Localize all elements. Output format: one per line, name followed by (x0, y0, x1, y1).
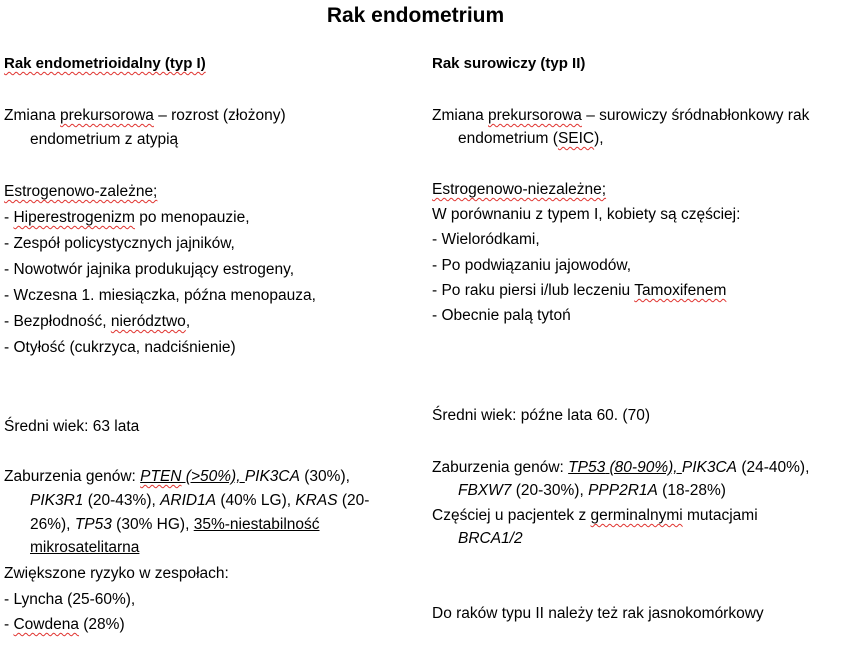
type-1-risk-item: - Zespół policystycznych jajników, (4, 235, 235, 252)
type-2-precursor-line1: Zmiana prekursorowa – surowiczy śródnabłonkowy rak (432, 107, 810, 124)
type-1-genes-line2: PIK3R1 (20-43%), ARID1A (40% LG), KRAS (20- (30, 492, 370, 509)
type-1-syndrome-item: - Cowdena (28%) (4, 616, 125, 633)
type-1-syndrome-item: - Lyncha (25-60%), (4, 591, 136, 608)
type-1-risk-item: - Bezpłodność, nierództwo, (4, 313, 191, 330)
type-2-item: - Po raku piersi i/lub leczeniu Tamoxifenem (432, 282, 727, 299)
type-1-precursor-line1: Zmiana prekursorowa – rozrost (złożony) (4, 107, 286, 124)
type-2-germline-line2: BRCA1/2 (458, 530, 523, 547)
type-1-risk-item: - Nowotwór jajnika produkujący estrogeny, (4, 261, 295, 278)
type-2-item: - Obecnie palą tytoń (432, 307, 571, 324)
type-1-heading: Rak endometrioidalny (typ I) (4, 55, 206, 72)
type-1-mean-age: Średni wiek: 63 lata (4, 418, 140, 435)
type-1-risk-item: - Wczesna 1. miesiączka, późna menopauza, (4, 287, 316, 304)
type-1-genes-line4: mikrosatelitarna (30, 539, 140, 556)
page-title: Rak endometrium (326, 4, 505, 27)
type-1-risk-item: - Otyłość (cukrzyca, nadciśnienie) (4, 339, 236, 356)
type-2-genes-line2: FBXW7 (20-30%), PPP2R1A (18-28%) (458, 482, 726, 499)
type-2-precursor-line2: endometrium (SEIC), (458, 130, 604, 147)
type-2-mean-age: Średni wiek: późne lata 60. (70) (432, 407, 650, 424)
type-1-estrogen-title: Estrogenowo-zależne; (4, 183, 158, 200)
type-2-estrogen-title: Estrogenowo-niezależne; (432, 181, 607, 198)
type-2-heading: Rak surowiczy (typ II) (432, 55, 586, 72)
type-1-genes-line3: 26%), TP53 (30% HG), 35%-niestabilność (30, 516, 320, 533)
type-2-item: - Wieloródkami, (432, 231, 540, 248)
type-1-precursor-line2: endometrium z atypią (30, 131, 179, 148)
type-1-risk-item: - Hiperestrogenizm po menopauzie, (4, 209, 250, 226)
type-1-syndrome-title: Zwiększone ryzyko w zespołach: (4, 565, 229, 582)
type-2-compare-text: W porównaniu z typem I, kobiety są częściej: (432, 206, 741, 223)
type-2-clear-cell-note: Do raków typu II należy też rak jasnokomórkowy (432, 605, 764, 622)
type-1-genes-line1: Zaburzenia genów: PTEN (>50%), PIK3CA (30%), (4, 468, 350, 485)
type-2-germline-line1: Częściej u pacjentek z germinalnymi mutacjami (432, 507, 758, 524)
type-2-genes-line1: Zaburzenia genów: TP53 (80-90%), PIK3CA (24-40%), (432, 459, 810, 476)
type-2-item: - Po podwiązaniu jajowodów, (432, 257, 632, 274)
